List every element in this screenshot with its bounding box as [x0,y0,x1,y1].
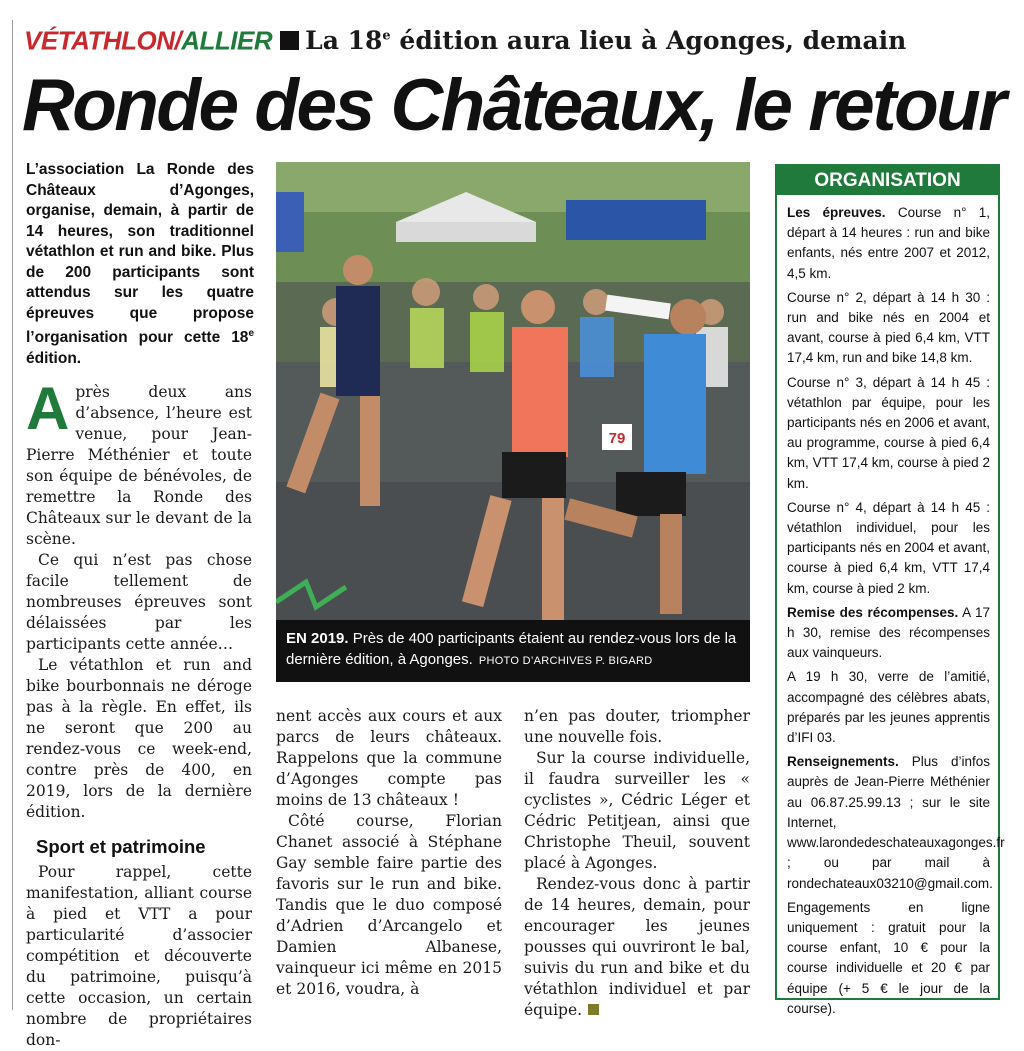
lead-tail: édition. [26,349,82,367]
kicker-sub-sup: e [382,29,391,44]
article-paragraph: Le vétathlon et run and bike bourbonnais ne déroge pas à la règle. En effet, ils ne seront que 200 au rendez-vous ce week-end, contre près de 400, en 2019, lors de la dernière édition. [26,656,252,821]
race-bib-number: 79 [608,430,626,447]
article-paragraph [26,375,252,550]
article-paragraph: Côté course, Florian Chanet associé à Stéphane Gay semble faire partie des favoris sur le run and bike. Tandis que le duo composé d’Adrien d’Arcangelo et Damien Albanese, vainqueur ici même en 2015 et 2016, voudra, à [276,812,502,998]
organisation-box [775,164,1005,1016]
organisation-item-heading: Renseignements. [787,754,899,770]
article-paragraph: Ce qui n’est pas chose facile tellement de nombreuses épreuves sont délaissées par les participants cette année… [26,551,252,653]
organisation-item-text: Course n° 4, départ à 14 h 45 : vétathlon individuel, pour les participants nés en 2004 et avant, course à pied 6,4 km, VTT 17,4 km, course à pied 2 km. [787,499,990,596]
photo-credit: PHOTO D’ARCHIVES P. BIGARD [478,655,653,667]
organisation-box-body [777,195,1005,1019]
headline: Ronde des Châteaux, le retour [22,65,1005,146]
photo-caption [276,620,750,682]
kicker-tag-red: VÉTATHLON/ [24,25,182,56]
organisation-item-text: Plus d’infos auprès de Jean-Pierre Méthénier au 06.87.25.99.13 ; sur le site Internet, www.larondedeschateauxagonges.fr ; ou par mail à rondechateaux03210@gmail.com. [787,754,1005,891]
organisation-item-text: Course n° 3, départ à 14 h 45 : vétathlon par équipe, pour les participants nés en 2006 et avant, au programme, course à pied 6,4 km, VTT 17,4 km, course à pied 2 km. [787,374,990,491]
lead-sup: e [248,328,254,339]
article-paragraph: Pour rappel, cette manifestation, alliant course à pied et VTT a pour particularité d’associer compétition et découverte du patrimoine, puisqu’à cette occasion, un certain nombre de propriétaires don- [26,863,252,1049]
organisation-item [787,667,990,748]
caption-text: Près de 400 participants étaient au rendez-vous lors de la dernière édition, à Agonges. [286,630,737,668]
paragraph-text: Rendez-vous donc à partir de 14 heures, demain, pour encourager les jeunes pousses qui ouvriront le bal, suivis du run and bike et du vétathlon individuel et par équipe. [524,875,750,1019]
organisation-item-heading: Les épreuves. [787,205,886,220]
paragraph-text: près deux ans d’absence, l’heure est venue, pour Jean-Pierre Méthénier et toute son équipe de bénévoles, de remettre la Ronde des Châteaux sur le devant de la scène. [26,383,252,548]
end-of-article-icon [588,1004,599,1015]
article-column-1 [26,375,252,1051]
organisation-item [787,603,990,664]
organisation-item-text: A 17 h 30, remise des récompenses aux vainqueurs. [787,604,990,661]
lead-text: L’association La Ronde des Châteaux d’Agonges, organise, demain, à partir de 14 heures, son traditionnel vétathlon et run and bike. Plus de 200 participants sont attendus sur les quatre épreuves que propose l’organisation pour cette 18 [26,161,254,347]
kicker-sub-before: La 18 [305,26,383,56]
organisation-item [787,288,990,369]
caption-lead: EN 2019. [286,630,349,647]
kicker [24,20,906,54]
organisation-item-text: A 19 h 30, verre de l’amitié, accompagné des célèbres abats, préparés par les jeunes apprentis d’IFI 03. [787,669,990,746]
square-bullet-icon [280,31,299,50]
organisation-item [787,203,990,284]
article-paragraph: nent accès aux cours et aux parcs de leurs châteaux. Rappelons que la commune d’Agonges compte pas moins de 13 châteaux ! [276,707,502,809]
organisation-item-heading: Remise des récompenses. [787,604,959,620]
organisation-item-text: Course n° 2, départ à 14 h 30 : run and bike nés en 2004 et avant, course à pied 6,4 km, VTT 17,4 km, run and bike 14,8 km. [787,289,990,366]
organisation-item-text: Engagements en ligne uniquement : gratuit pour la course enfant, 10 € pour la course individuelle et 20 € par équipe (+ 5 € le jour de la course). [787,899,990,1016]
column-rule [12,20,13,1010]
organisation-item [787,373,990,494]
article-paragraph: Sur la course individuelle, il faudra surveiller les « cyclistes », Cédric Léger et Cédric Petitjean, ainsi que Christophe Theuil, souvent placé à Agonges. [524,749,750,872]
organisation-item [787,752,1005,893]
organisation-item [787,498,990,599]
section-subhead: Sport et patrimoine [36,836,206,857]
lead-paragraph [26,160,254,369]
kicker-sub-after: édition aura lieu à Agonges, demain [390,26,907,56]
organisation-item [787,898,990,1019]
runners-illustration [276,162,750,620]
article-paragraph [524,874,750,1021]
kicker-tag-green: ALLIER [181,25,273,56]
organisation-item-text: Course n° 1, départ à 14 heures : run and bike enfants, nés entre 2007 et 2012, 4,5 km. [787,205,990,281]
article-paragraph: n’en pas douter, triompher une nouvelle fois. [524,707,750,746]
article-column-3 [524,706,750,1021]
article-column-2 [276,706,502,1000]
kicker-subtitle [305,26,906,55]
drop-cap: A [26,375,70,442]
race-photo [276,162,750,620]
organisation-box-title: ORGANISATION [777,166,998,195]
